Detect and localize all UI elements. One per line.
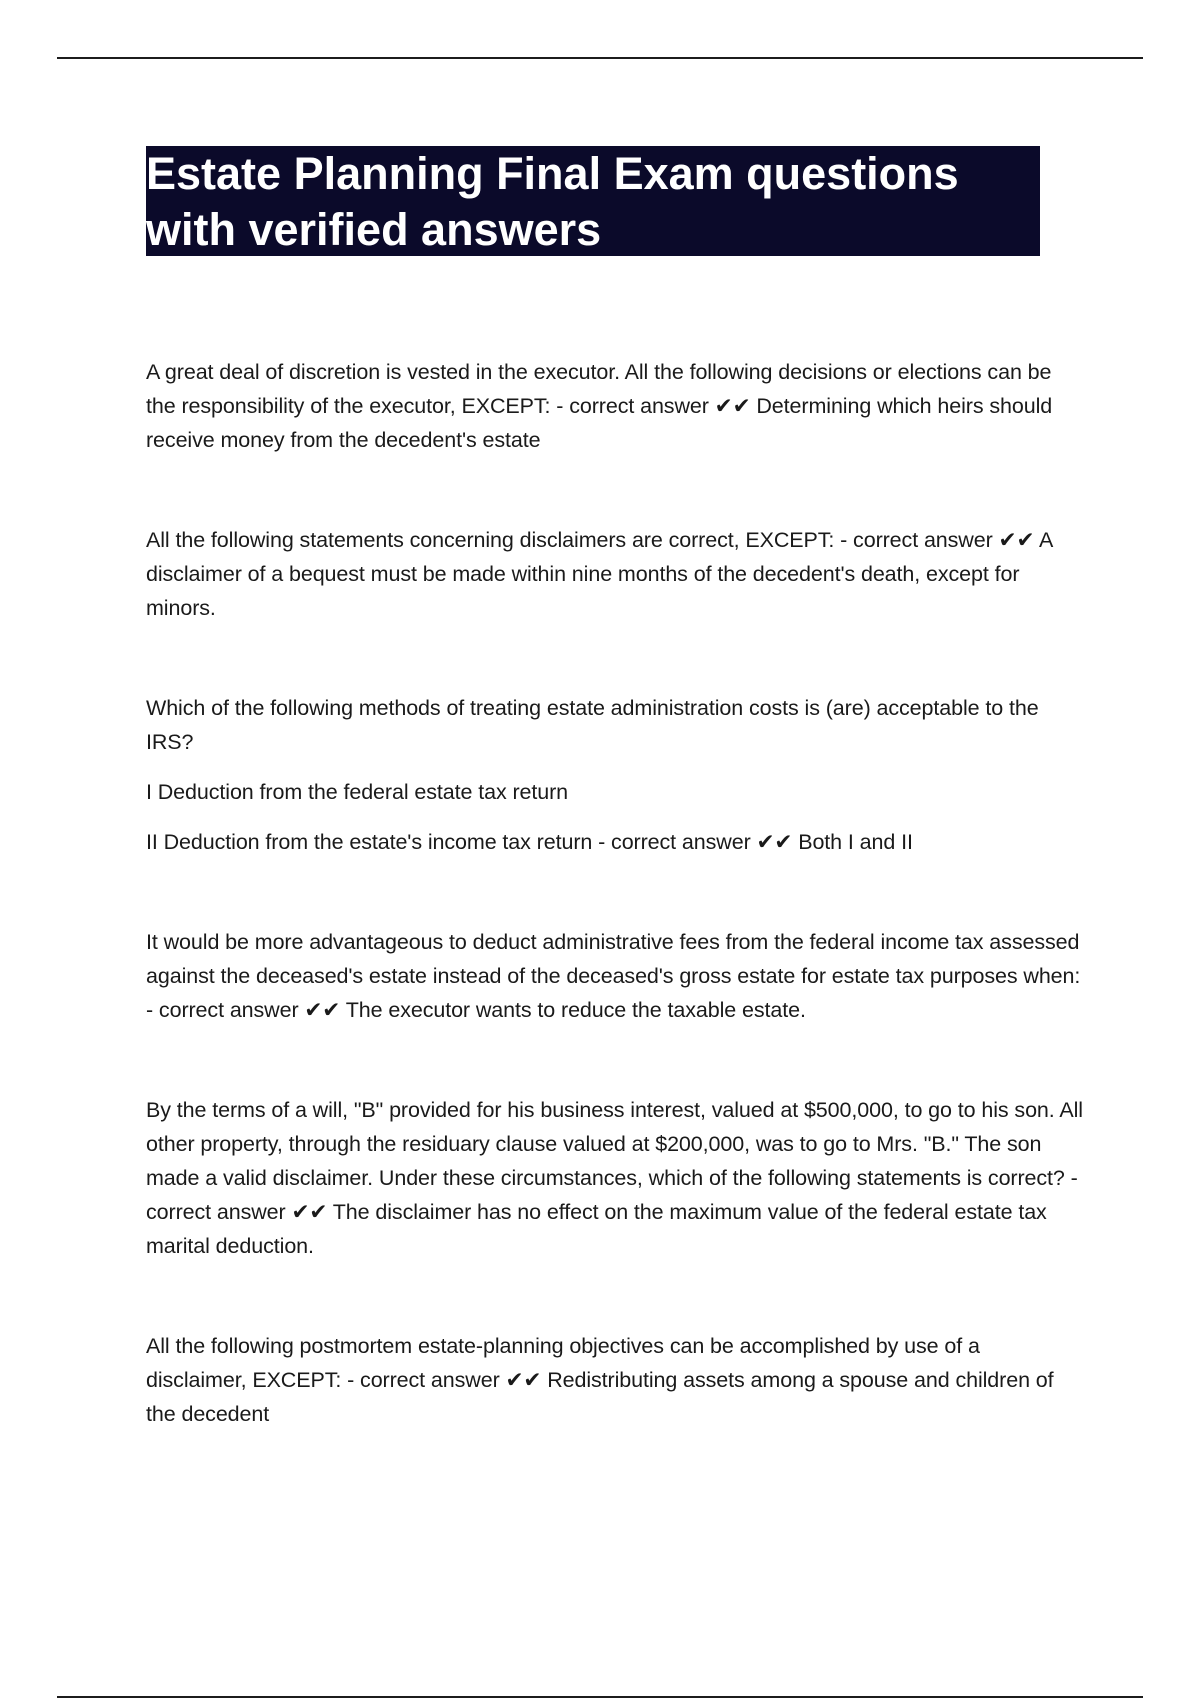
qa-item-executor-discretion: A great deal of discretion is vested in the executor. All the following decisions or elections can be the responsibility of the executor, EXCEPT: - correct answer ✔✔ Determining which heirs should receive money from the decedent's estate (146, 360, 1053, 452)
qa-item-disclaimers: All the following statements concerning disclaimers are correct, EXCEPT: - correct answer ✔✔ A disclaimer of a bequest must be made within nine months of the decedent's death, except for minors. (146, 528, 1053, 620)
qa-item-administration-costs-option-1: I Deduction from the federal estate tax return (146, 780, 569, 804)
qa-item-administration-costs-option-2: II Deduction from the estate's income tax return - correct answer ✔✔ Both I and II (146, 830, 913, 854)
page-title: Estate Planning Final Exam questions with verified answers (146, 148, 959, 255)
qa-item-administration-costs: Which of the following methods of treating estate administration costs is (are) acceptable to the IRS? (146, 696, 1039, 754)
qa-item-administrative-fees: It would be more advantageous to deduct administrative fees from the federal income tax assessed against the deceased's estate instead of the deceased's gross estate for estate tax purposes when: - correct answer ✔✔ The executor wants to reduce the taxable estate. (146, 930, 1081, 1022)
qa-item-will-disclaimer: By the terms of a will, "B" provided for his business interest, valued at $500,000, to go to his son. All other property, through the residuary clause valued at $200,000, was to go to Mrs. "B." The son made a valid disclaimer. Under these circumstances, which of the following statements is correct? - correct answer ✔✔ The disclaimer has no effect on the maximum value of the federal estate tax marital deduction. (146, 1098, 1083, 1258)
title-banner (146, 146, 1040, 256)
qa-item-postmortem-objectives: All the following postmortem estate-planning objectives can be accomplished by use of a disclaimer, EXCEPT: - correct answer ✔✔ Redistributing assets among a spouse and children of the decedent (146, 1334, 1054, 1426)
qa-list (146, 355, 1086, 1431)
top-rule (57, 57, 1143, 59)
bottom-rule (57, 1696, 1143, 1698)
